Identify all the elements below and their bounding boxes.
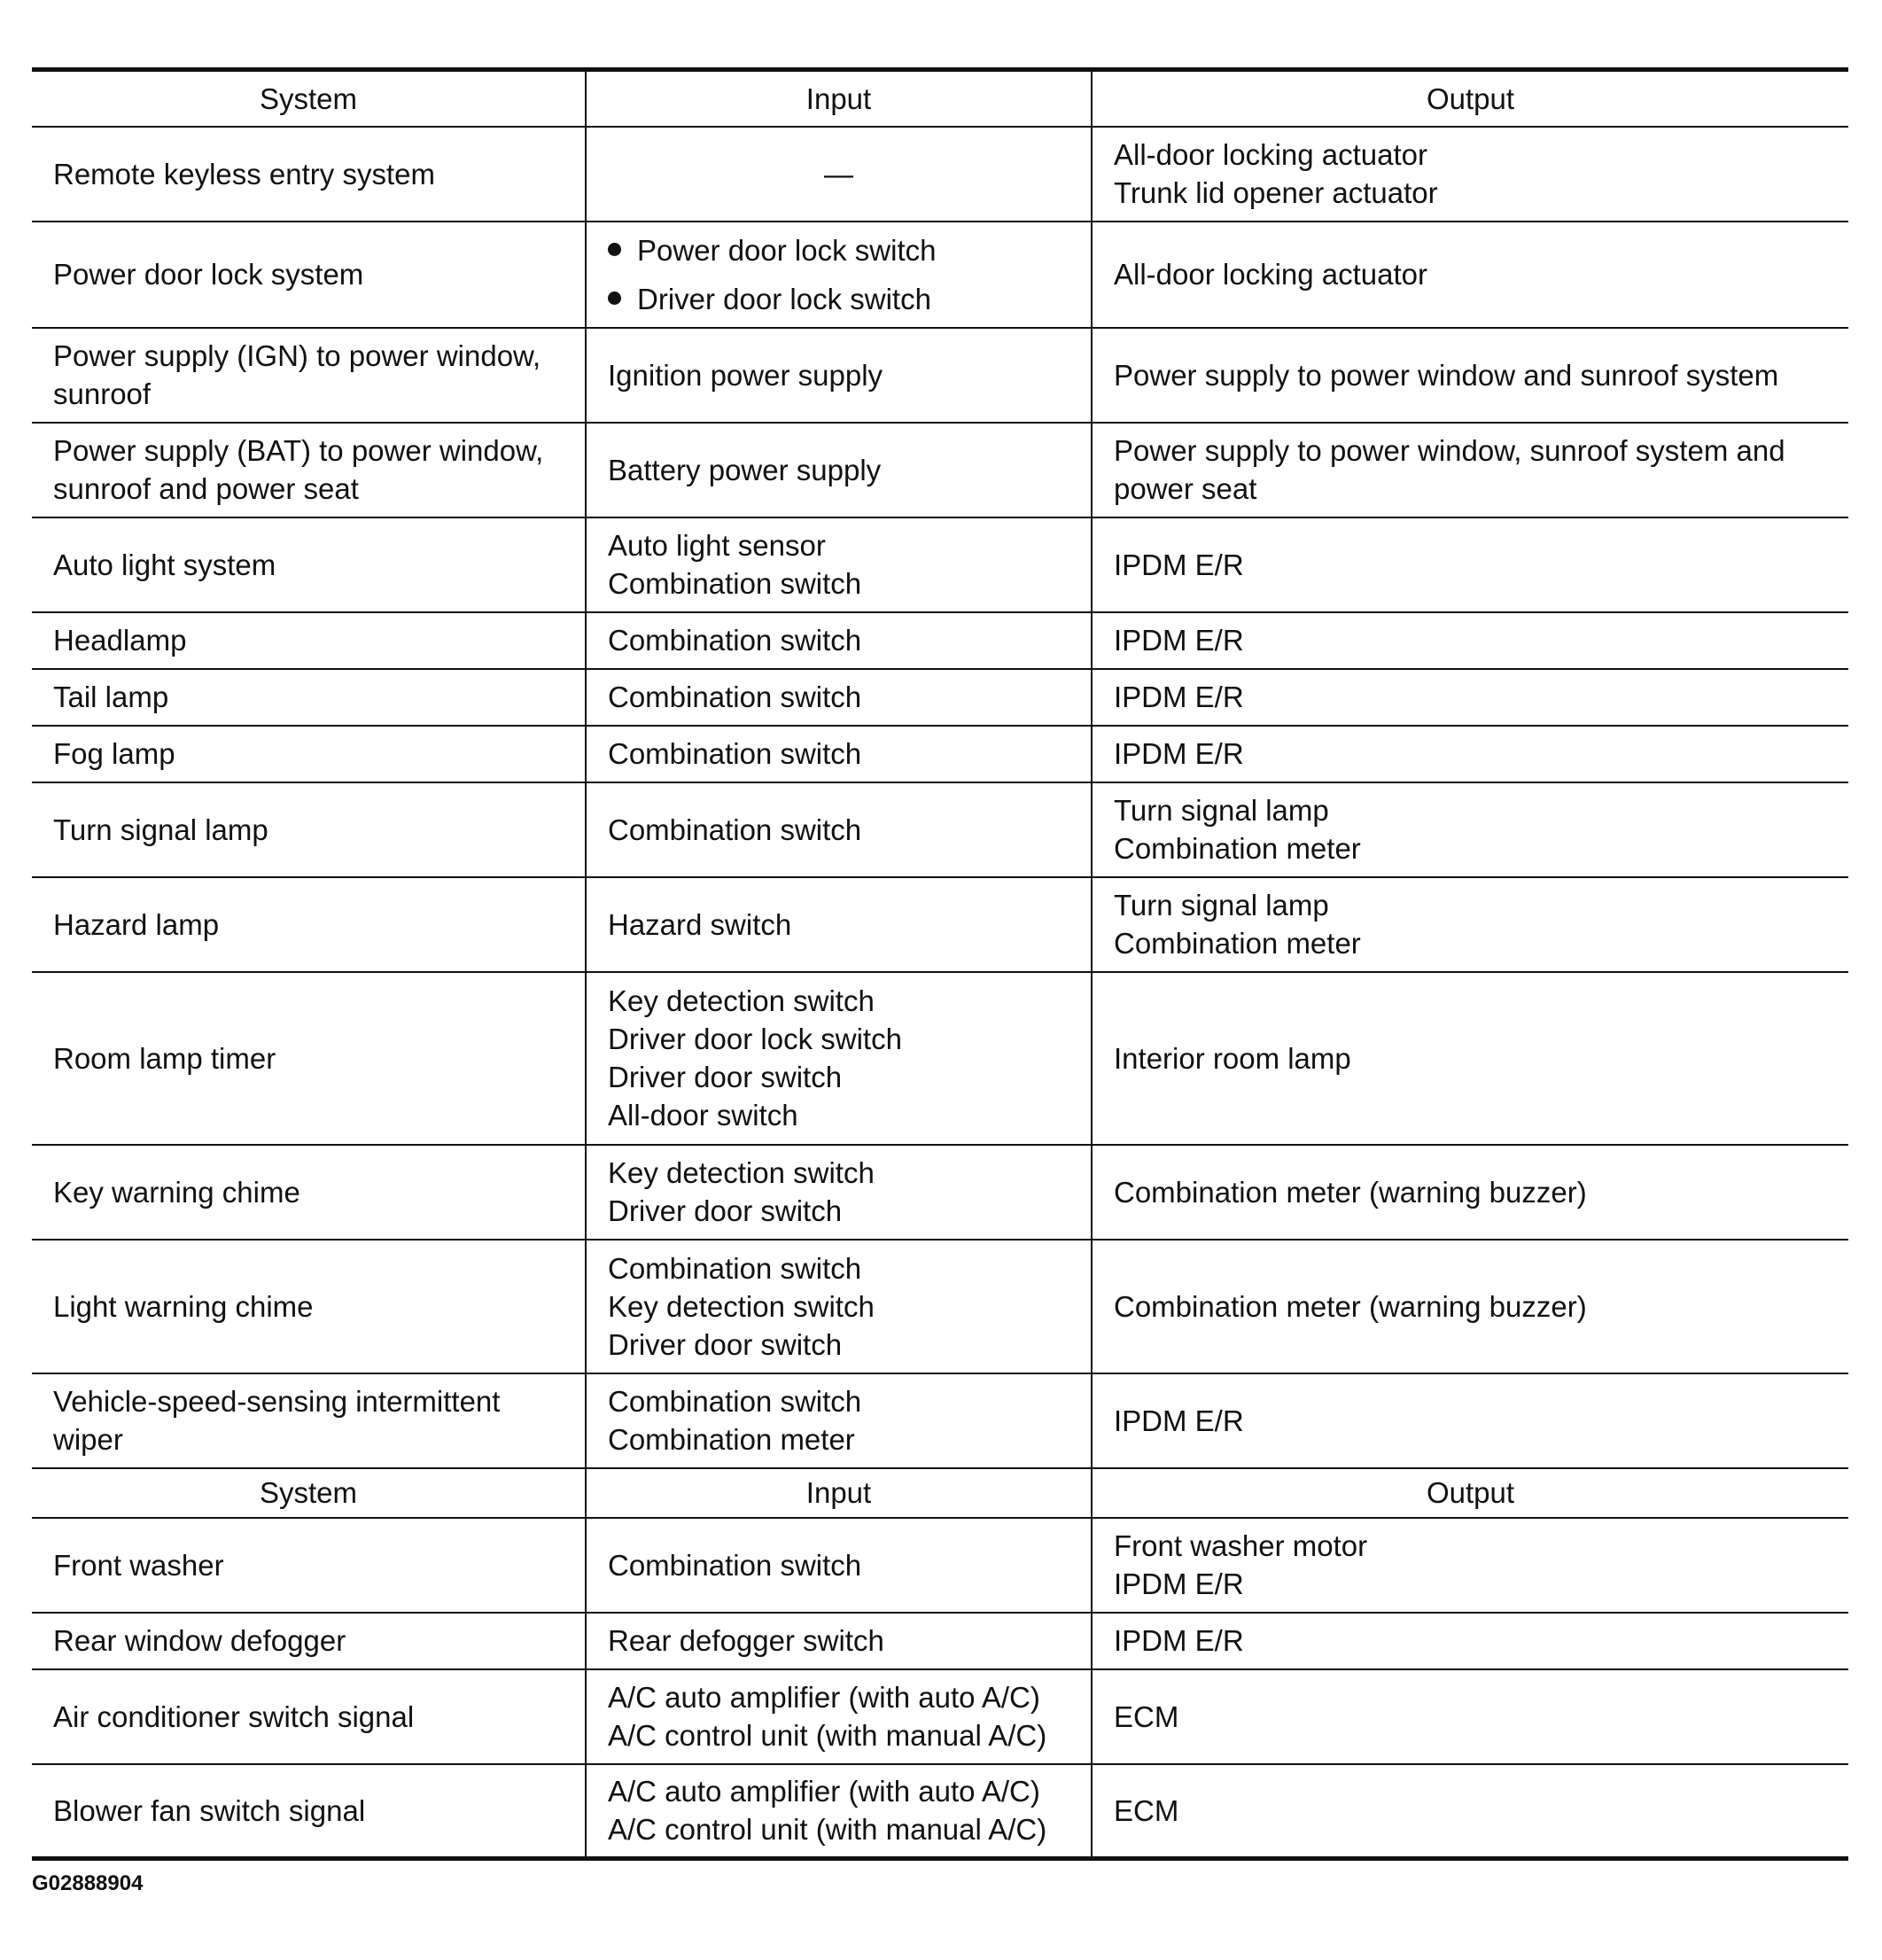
cell-text: Combination switch <box>608 1385 862 1418</box>
cell-text: Combination switch <box>608 813 862 846</box>
bullet-icon <box>608 243 621 256</box>
cell-text: A/C control unit (with manual A/C) <box>608 1813 1047 1847</box>
cell-text: Front washer motor <box>1114 1529 1368 1562</box>
table-row <box>32 127 1848 222</box>
cell-text: wiper <box>53 1423 123 1456</box>
cell-text: Auto light system <box>53 548 276 581</box>
cell-text: Interior room lamp <box>1114 1041 1351 1075</box>
cell-text: IPDM E/R <box>1114 1404 1244 1437</box>
system-cell <box>32 517 586 612</box>
cell-text: IPDM E/R <box>1114 681 1244 713</box>
cell-text: Power door lock system <box>53 258 364 291</box>
input-cell <box>586 612 1092 669</box>
output-cell <box>1092 517 1848 612</box>
cell-text: All-door locking actuator <box>1114 138 1428 171</box>
cell-text: Key detection switch <box>608 984 875 1017</box>
output-cell <box>1092 1669 1848 1764</box>
input-cell <box>586 517 1092 612</box>
output-cell <box>1092 1764 1848 1859</box>
cell-text: sunroof and power seat <box>53 472 359 505</box>
figure-id: G02888904 <box>32 1871 144 1895</box>
list-item <box>608 275 1091 323</box>
table-header-row <box>32 70 1848 127</box>
cell-text: Battery power supply <box>608 453 882 486</box>
input-cell <box>586 782 1092 877</box>
system-cell <box>32 423 586 517</box>
output-cell <box>1092 1613 1848 1669</box>
system-cell <box>32 222 586 328</box>
table-row <box>32 1145 1848 1240</box>
cell-text: Vehicle-speed-sensing intermittent <box>53 1385 501 1418</box>
cell-text: Remote keyless entry system <box>53 157 435 191</box>
table-row <box>32 972 1848 1145</box>
cell-text: sunroof <box>53 377 152 410</box>
cell-text: Rear window defogger <box>53 1624 346 1657</box>
cell-text: All-door switch <box>608 1099 798 1132</box>
table-row <box>32 328 1848 423</box>
input-cell <box>586 1145 1092 1240</box>
table-row <box>32 1764 1848 1859</box>
cell-text: Key detection switch <box>608 1289 875 1323</box>
cell-text: Ignition power supply <box>608 358 883 392</box>
input-cell <box>586 127 1092 222</box>
header-system: System <box>32 70 586 127</box>
header-system: System <box>32 1468 586 1518</box>
cell-text: A/C control unit (with manual A/C) <box>608 1719 1047 1752</box>
cell-text: Combination switch <box>608 681 862 713</box>
cell-text: Power supply to power window and sunroof system <box>1114 358 1779 392</box>
system-cell <box>32 782 586 877</box>
cell-text: Air conditioner switch signal <box>53 1699 415 1733</box>
header-output: Output <box>1092 1468 1848 1518</box>
system-io-table <box>32 67 1848 1861</box>
cell-text: A/C auto amplifier (with auto A/C) <box>608 1681 1040 1714</box>
cell-text: Power supply (IGN) to power window, <box>53 339 541 372</box>
input-cell <box>586 1373 1092 1468</box>
table-row <box>32 1240 1848 1373</box>
cell-text: Combination switch <box>608 1251 862 1285</box>
input-cell <box>586 1240 1092 1373</box>
table-row <box>32 612 1848 669</box>
table-row <box>32 1613 1848 1669</box>
cell-text: Room lamp timer <box>53 1041 276 1075</box>
table-row <box>32 517 1848 612</box>
cell-text: Key warning chime <box>53 1175 300 1209</box>
input-bullet-list <box>608 226 1091 323</box>
output-cell <box>1092 1240 1848 1373</box>
cell-text: Combination meter (warning buzzer) <box>1114 1289 1587 1323</box>
cell-text: Driver door switch <box>608 1327 843 1361</box>
cell-text: Turn signal lamp <box>1114 794 1329 827</box>
system-cell <box>32 726 586 782</box>
cell-text: Rear defogger switch <box>608 1624 884 1657</box>
cell-text: IPDM E/R <box>1114 624 1244 657</box>
cell-text: Turn signal lamp <box>1114 889 1329 922</box>
table-row <box>32 669 1848 726</box>
input-cell <box>586 1764 1092 1859</box>
cell-text: Driver door switch <box>608 1194 843 1227</box>
cell-text: Power door lock switch <box>637 233 937 267</box>
system-cell <box>32 127 586 222</box>
system-cell <box>32 972 586 1145</box>
system-cell <box>32 1669 586 1764</box>
input-cell <box>586 222 1092 328</box>
system-cell <box>32 669 586 726</box>
output-cell <box>1092 612 1848 669</box>
input-cell <box>586 1518 1092 1613</box>
cell-text: Power supply (BAT) to power window, <box>53 434 544 467</box>
cell-text: Blower fan switch signal <box>53 1793 366 1827</box>
cell-text: Trunk lid opener actuator <box>1114 176 1438 209</box>
cell-text: Combination meter <box>1114 832 1361 865</box>
cell-text: Driver door lock switch <box>637 282 931 315</box>
cell-text: Combination meter <box>608 1423 855 1456</box>
system-cell <box>32 1613 586 1669</box>
cell-text: Key detection switch <box>608 1156 875 1189</box>
cell-text: Fog lamp <box>53 737 175 770</box>
table-header-row-repeat <box>32 1468 1848 1518</box>
cell-text: Driver door lock switch <box>608 1023 902 1055</box>
bullet-icon <box>608 292 621 305</box>
output-cell <box>1092 1518 1848 1613</box>
input-cell <box>586 1669 1092 1764</box>
cell-text: All-door locking actuator <box>1114 258 1428 291</box>
system-cell <box>32 877 586 972</box>
system-cell <box>32 1764 586 1859</box>
cell-text: A/C auto amplifier (with auto A/C) <box>608 1775 1040 1808</box>
cell-text: ECM <box>1114 1699 1179 1733</box>
input-cell <box>586 669 1092 726</box>
cell-text: Combination switch <box>608 737 862 770</box>
input-cell <box>586 972 1092 1145</box>
cell-text: Power supply to power window, sunroof system and <box>1114 434 1785 467</box>
header-input: Input <box>586 70 1092 127</box>
cell-text: ECM <box>1114 1793 1179 1827</box>
cell-text: Combination switch <box>608 624 862 657</box>
cell-text: Combination meter <box>1114 927 1361 960</box>
cell-text: IPDM E/R <box>1114 548 1244 581</box>
cell-text: — <box>824 157 853 191</box>
input-cell <box>586 877 1092 972</box>
output-cell <box>1092 726 1848 782</box>
cell-text: IPDM E/R <box>1114 1624 1244 1657</box>
cell-text: Combination switch <box>608 1548 862 1582</box>
output-cell <box>1092 423 1848 517</box>
output-cell <box>1092 1145 1848 1240</box>
header-output: Output <box>1092 70 1848 127</box>
table-row <box>32 877 1848 972</box>
output-cell <box>1092 972 1848 1145</box>
output-cell <box>1092 127 1848 222</box>
input-cell <box>586 328 1092 423</box>
cell-text: Hazard lamp <box>53 907 220 941</box>
cell-text: Light warning chime <box>53 1289 314 1323</box>
system-cell <box>32 1240 586 1373</box>
system-cell <box>32 328 586 423</box>
system-cell <box>32 612 586 669</box>
output-cell <box>1092 877 1848 972</box>
table-row <box>32 782 1848 877</box>
table-row <box>32 423 1848 517</box>
cell-text: Turn signal lamp <box>53 813 268 846</box>
list-item <box>608 226 1091 275</box>
system-cell <box>32 1145 586 1240</box>
input-cell <box>586 726 1092 782</box>
table-row <box>32 222 1848 328</box>
table-row <box>32 726 1848 782</box>
cell-text: power seat <box>1114 472 1257 505</box>
input-cell <box>586 1613 1092 1669</box>
output-cell <box>1092 328 1848 423</box>
cell-text: Front washer <box>53 1548 224 1582</box>
cell-text: Combination switch <box>608 567 862 600</box>
cell-text: IPDM E/R <box>1114 1567 1244 1600</box>
cell-text: Tail lamp <box>53 681 169 713</box>
cell-text: IPDM E/R <box>1114 737 1244 770</box>
cell-text: Hazard switch <box>608 907 792 941</box>
output-cell <box>1092 782 1848 877</box>
table-row <box>32 1669 1848 1764</box>
cell-text: Headlamp <box>53 624 187 657</box>
output-cell <box>1092 222 1848 328</box>
output-cell <box>1092 669 1848 726</box>
header-input: Input <box>586 1468 1092 1518</box>
cell-text: Driver door switch <box>608 1061 843 1093</box>
output-cell <box>1092 1373 1848 1468</box>
table-row <box>32 1373 1848 1468</box>
input-cell <box>586 423 1092 517</box>
table-row <box>32 1518 1848 1613</box>
cell-text: Auto light sensor <box>608 529 826 562</box>
cell-text: Combination meter (warning buzzer) <box>1114 1175 1587 1209</box>
system-cell <box>32 1373 586 1468</box>
system-cell <box>32 1518 586 1613</box>
